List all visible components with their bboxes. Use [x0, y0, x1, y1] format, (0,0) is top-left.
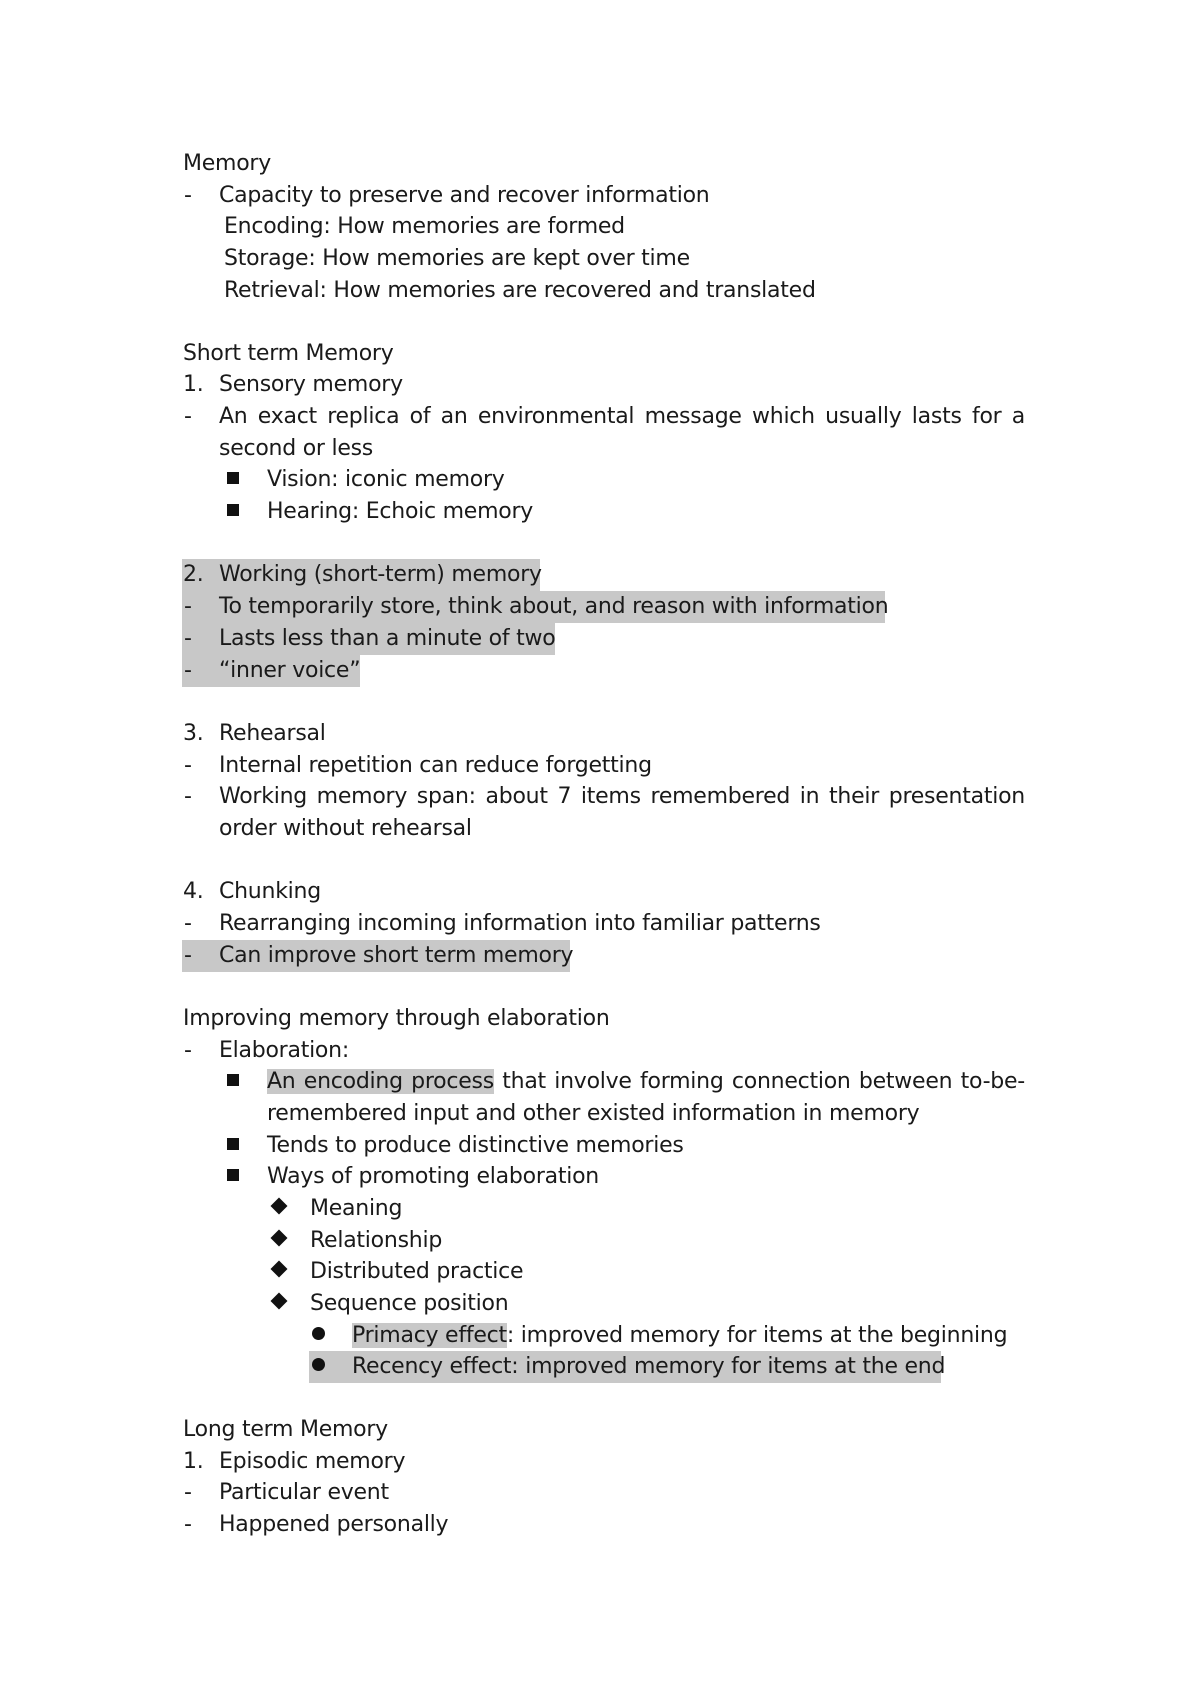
list-number: 4. [183, 879, 204, 904]
list-number: 3. [183, 721, 204, 746]
stm-item-2-label: Working (short-term) memory [219, 562, 542, 587]
primacy-effect-text: Primacy effect: improved memory for items at the beginning [352, 1323, 1008, 1348]
memory-storage: Storage: How memories are kept over time [224, 246, 690, 271]
way-meaning-text: Meaning [310, 1196, 403, 1221]
dash-marker: - [184, 1480, 192, 1505]
list-number: 1. [183, 1449, 204, 1474]
vision-text: Vision: iconic memory [267, 467, 505, 492]
hearing-text: Hearing: Echoic memory [267, 499, 534, 524]
dash-marker: - [184, 784, 192, 809]
square-bullet-icon [227, 472, 239, 484]
stm-3-bullet-2-cont: order without rehearsal [219, 816, 472, 841]
square-bullet-icon [227, 1074, 239, 1086]
square-bullet-icon [227, 504, 239, 516]
stm-4-bullet-2 [182, 940, 574, 972]
elab-point-2-text: Tends to produce distinctive memories [267, 1133, 684, 1158]
stm-2-bullet-1-text: To temporarily store, think about, and reason with information [219, 594, 889, 619]
stm-1-bullet-1-text: An exact replica of an environmental message which usually lasts for a [219, 404, 1025, 429]
elab-label: Elaboration: [219, 1038, 349, 1063]
highlighted-term: An encoding process [267, 1069, 494, 1094]
stm-item-1-label: Sensory memory [219, 372, 403, 397]
stm-3-bullet-2-text: Working memory span: about 7 items remembered in their presentation [219, 784, 1025, 809]
list-number: 2. [183, 562, 204, 587]
way-distributed-practice-text: Distributed practice [310, 1259, 524, 1284]
circle-bullet-icon [312, 1358, 325, 1371]
ltm-item-1-label: Episodic memory [219, 1449, 406, 1474]
heading-memory: Memory [183, 151, 271, 176]
ltm-bullet-2-text: Happened personally [219, 1512, 449, 1537]
stm-item-4-label: Chunking [219, 879, 321, 904]
elab-point-1-cont: remembered input and other existed information in memory [267, 1101, 920, 1126]
diamond-bullet-icon [271, 1261, 288, 1278]
stm-1-bullet-1-cont: second or less [219, 436, 374, 461]
memory-retrieval: Retrieval: How memories are recovered and translated [224, 278, 816, 303]
diamond-bullet-icon [271, 1230, 288, 1247]
list-number: 1. [183, 372, 204, 397]
heading-long-term-memory: Long term Memory [183, 1417, 388, 1442]
dash-marker: - [184, 404, 192, 429]
memory-encoding: Encoding: How memories are formed [224, 214, 625, 239]
stm-2-bullet-2-text: Lasts less than a minute of two [219, 626, 556, 651]
stm-2-bullet-2 [182, 623, 555, 655]
dash-marker: - [184, 658, 192, 683]
diamond-bullet-icon [271, 1198, 288, 1215]
circle-bullet-icon [312, 1327, 325, 1340]
diamond-bullet-icon [271, 1293, 288, 1310]
memory-definition: Capacity to preserve and recover information [219, 183, 710, 208]
highlighted-term: Primacy effect [352, 1323, 507, 1348]
ltm-bullet-1-text: Particular event [219, 1480, 389, 1505]
elab-point-3-text: Ways of promoting elaboration [267, 1164, 599, 1189]
stm-item-3-label: Rehearsal [219, 721, 326, 746]
square-bullet-icon [227, 1169, 239, 1181]
dash-marker: - [184, 626, 192, 651]
heading-short-term-memory: Short term Memory [183, 341, 394, 366]
stm-2-bullet-3-text: “inner voice” [219, 658, 361, 683]
stm-4-bullet-1-text: Rearranging incoming information into familiar patterns [219, 911, 821, 936]
dash-marker: - [184, 753, 192, 778]
stm-4-bullet-2-text: Can improve short term memory [219, 943, 574, 968]
elab-point-1-text: An encoding process that involve forming connection between to-be- [267, 1069, 1025, 1094]
recency-effect-item [309, 1351, 946, 1383]
way-relationship-text: Relationship [310, 1228, 443, 1253]
dash-marker: - [184, 183, 192, 208]
stm-2-bullet-3 [182, 655, 360, 687]
square-bullet-icon [227, 1138, 239, 1150]
dash-marker: - [184, 1038, 192, 1063]
dash-marker: - [184, 911, 192, 936]
stm-2-bullet-1 [182, 591, 889, 623]
dash-marker: - [184, 1512, 192, 1537]
dash-marker: - [184, 943, 192, 968]
stm-3-bullet-1-text: Internal repetition can reduce forgetting [219, 753, 652, 778]
way-sequence-position-text: Sequence position [310, 1291, 509, 1316]
stm-item-2 [182, 559, 540, 591]
recency-effect-text: Recency effect: improved memory for items at the end [352, 1354, 946, 1379]
heading-elaboration: Improving memory through elaboration [183, 1006, 610, 1031]
dash-marker: - [184, 594, 192, 619]
